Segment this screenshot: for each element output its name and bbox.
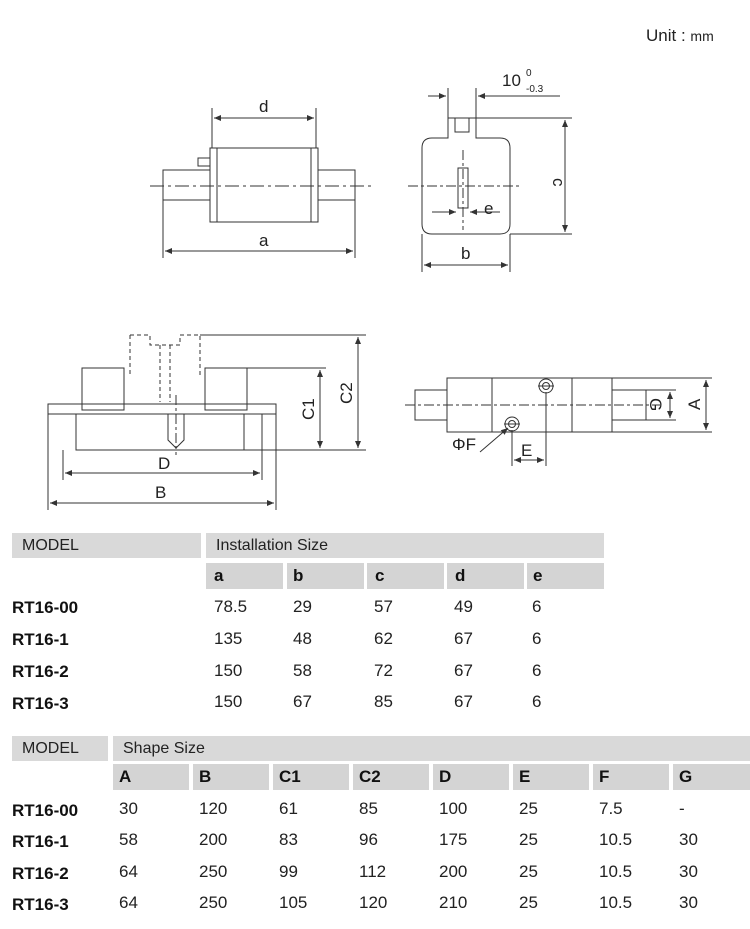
tol-upper-label: 0	[526, 68, 532, 79]
shape-cell: 96	[359, 830, 378, 849]
installation-col-b: b	[287, 563, 364, 589]
installation-cell: 150	[214, 692, 243, 711]
shape-col-C1: C1	[273, 764, 349, 790]
dim-B-label: B	[155, 483, 167, 502]
dim-C2-label: C2	[337, 382, 356, 404]
shape-cell: 25	[519, 830, 538, 849]
installation-cell: 6	[532, 692, 542, 711]
shape-cell: 83	[279, 830, 298, 849]
shape-cell: 30	[119, 799, 138, 818]
shape-model-header: MODEL	[12, 736, 108, 761]
shape-cell: 25	[519, 862, 538, 881]
installation-col-d: d	[447, 563, 524, 589]
dim-C1-label: C1	[299, 398, 318, 420]
shape-col-A: A	[113, 764, 189, 790]
shape-cell: 64	[119, 893, 138, 912]
shape-cell: 7.5	[599, 799, 623, 818]
shape-cell: 30	[679, 830, 698, 849]
tol-lower-label: -0.3	[526, 84, 544, 95]
installation-cell: 135	[214, 629, 243, 648]
shape-col-G: G	[673, 764, 750, 790]
installation-cell: 150	[214, 661, 243, 680]
shape-row-model: RT16-3	[12, 895, 69, 914]
dim-A-label: A	[685, 398, 704, 410]
shape-cell: 120	[199, 799, 228, 818]
installation-title: Installation Size	[206, 533, 604, 558]
installation-cell: 6	[532, 629, 542, 648]
shape-row-model: RT16-1	[12, 832, 69, 851]
installation-cell: 6	[532, 661, 542, 680]
installation-cell: 67	[454, 692, 473, 711]
shape-cell: 58	[119, 830, 138, 849]
installation-row-model: RT16-00	[12, 598, 79, 617]
installation-cell: 78.5	[214, 597, 248, 616]
installation-cell: 67	[454, 629, 473, 648]
installation-cell: 85	[374, 692, 393, 711]
shape-cell: 210	[439, 893, 468, 912]
shape-col-F: F	[593, 764, 669, 790]
dim-PhiF-label: ΦF	[452, 435, 476, 454]
shape-cell: 30	[679, 893, 698, 912]
installation-row-model: RT16-3	[12, 694, 69, 713]
shape-col-E: E	[513, 764, 589, 790]
shape-col-B: B	[193, 764, 269, 790]
shape-cell: 64	[119, 862, 138, 881]
installation-col-a: a	[206, 563, 283, 589]
shape-cell: -	[679, 799, 685, 818]
shape-row-model: RT16-2	[12, 864, 69, 883]
dim-b-label: b	[461, 244, 471, 263]
shape-cell: 25	[519, 799, 538, 818]
installation-cell: 67	[293, 692, 312, 711]
installation-cell: 49	[454, 597, 473, 616]
installation-col-e: e	[527, 563, 604, 589]
shape-cell: 250	[199, 893, 228, 912]
shape-cell: 30	[679, 862, 698, 881]
shape-col-D: D	[433, 764, 509, 790]
base-front-view	[48, 335, 366, 510]
dim-a-label: a	[259, 231, 269, 250]
dim-D-label: D	[158, 454, 171, 473]
shape-col-C2: C2	[353, 764, 429, 790]
installation-row-model: RT16-2	[12, 662, 69, 681]
installation-cell: 72	[374, 661, 393, 680]
installation-cell: 62	[374, 629, 393, 648]
installation-col-c: c	[367, 563, 444, 589]
installation-cell: 58	[293, 661, 312, 680]
shape-cell: 105	[279, 893, 308, 912]
shape-cell: 112	[359, 862, 387, 881]
shape-row-model: RT16-00	[12, 801, 79, 820]
installation-model-header: MODEL	[12, 533, 201, 558]
dim-d-label: d	[259, 97, 269, 116]
dim-E-label: E	[521, 441, 533, 460]
shape-cell: 10.5	[599, 830, 633, 849]
dim-G-label: G	[646, 398, 665, 412]
shape-cell: 200	[199, 830, 228, 849]
unit-value: mm	[690, 28, 714, 44]
installation-cell: 48	[293, 629, 312, 648]
installation-cell: 29	[293, 597, 312, 616]
shape-cell: 175	[439, 830, 468, 849]
dim-e-label: e	[484, 199, 494, 218]
shape-cell: 200	[439, 862, 468, 881]
shape-cell: 85	[359, 799, 378, 818]
installation-cell: 6	[532, 597, 542, 616]
installation-row-model: RT16-1	[12, 630, 69, 649]
installation-cell: 57	[374, 597, 393, 616]
shape-cell: 250	[199, 862, 228, 881]
unit-prefix: Unit :	[646, 26, 686, 45]
shape-cell: 99	[279, 862, 298, 881]
dim-c-label: c	[549, 178, 568, 187]
shape-cell: 100	[439, 799, 468, 818]
installation-cell: 67	[454, 661, 473, 680]
shape-cell: 10.5	[599, 893, 633, 912]
shape-cell: 120	[359, 893, 388, 912]
shape-cell: 10.5	[599, 862, 633, 881]
fuse-end-view	[408, 88, 572, 272]
tol-main-label: 10	[502, 71, 521, 90]
shape-cell: 25	[519, 893, 538, 912]
shape-title: Shape Size	[113, 736, 750, 761]
shape-cell: 61	[279, 799, 298, 818]
